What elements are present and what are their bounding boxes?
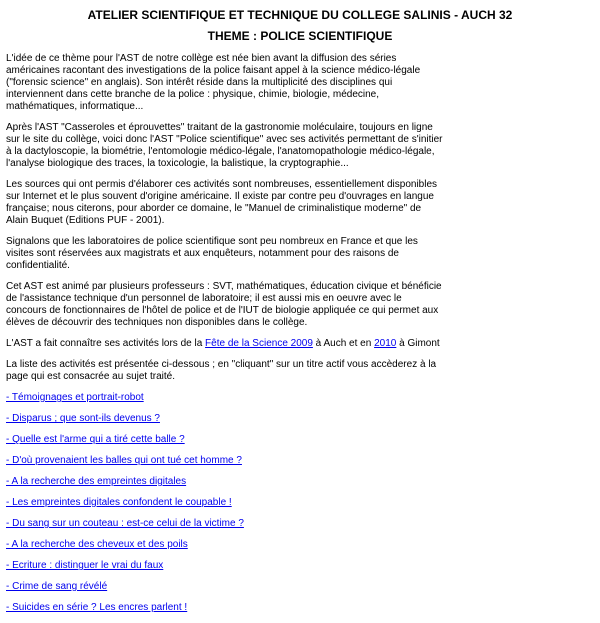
list-item <box>6 455 444 467</box>
list-item <box>6 539 444 551</box>
activity-link[interactable]: - Les empreintes digitales confondent le coupable ! <box>6 497 232 508</box>
list-item <box>6 497 444 509</box>
intro-paragraph-5: Cet AST est animé par plusieurs professeurs : SVT, mathématiques, éducation civique et bénéficie de l'assistance technique d'un personnel de laboratoire; il est aussi mis en oeuvre avec le concours de fonctionnaires de l'hôtel de police et de l'IUT de biologie appliquée ce qui permet aux élèves de découvrir des techniques non disponibles dans le collège. <box>6 281 442 328</box>
activity-link[interactable]: - A la recherche des cheveux et des poils <box>6 539 188 550</box>
intro-paragraph-6 <box>6 338 444 350</box>
activity-link[interactable]: - Témoignages et portrait-robot <box>6 392 144 403</box>
activity-link[interactable]: - Du sang sur un couteau : est-ce celui de la victime ? <box>6 518 244 529</box>
intro-paragraph-3: Les sources qui ont permis d'élaborer ces activités sont nombreuses, essentiellement disponibles sur Internet et le plus souvent d'origine américaine. Il existe par contre peu d'ouvrages en langue française; nous citerons, pour aborder ce domaine, le "Manuel de criminalistique moderne" de Alain Buquet (Editions PUF - 2001). <box>6 179 438 226</box>
paragraph-6-text-start: L'AST a fait connaître ses activités lors de la <box>6 338 206 349</box>
list-item <box>6 476 444 488</box>
list-item <box>6 434 444 446</box>
activity-link[interactable]: - Quelle est l'arme qui a tiré cette balle ? <box>6 434 185 445</box>
list-item <box>6 602 444 614</box>
list-item <box>6 413 444 425</box>
activities-list <box>6 392 444 614</box>
activity-link[interactable]: - Ecriture : distinguer le vrai du faux <box>6 560 164 571</box>
activity-link[interactable]: - A la recherche des empreintes digitales <box>6 476 187 487</box>
activity-link[interactable]: - Disparus ; que sont-ils devenus ? <box>6 413 160 424</box>
activity-link[interactable]: - D'où provenaient les balles qui ont tué cet homme ? <box>6 455 242 466</box>
paragraph-6-text-end: à Gimont <box>396 338 440 349</box>
activity-link[interactable]: - Suicides en série ? Les encres parlent ! <box>6 602 188 613</box>
activity-link[interactable]: - Crime de sang révélé <box>6 581 108 592</box>
intro-paragraph-2: Après l'AST "Casseroles et éprouvettes" traitant de la gastronomie moléculaire, toujours en ligne sur le site du collège, voici donc l'AST "Police scientifique" avec ses activités permettant de s'initier à la dactyloscopie, la biométrie, l'entomologie médico-légale, l'anatomopathologie médico-légale, l'analyse biologique des traces, la toxicologie, la balistique, la cryptographie... <box>6 122 443 169</box>
intro-paragraph-4: Signalons que les laboratoires de police scientifique sont peu nombreux en France et que les visites sont réservées aux magistrats et aux enquêteurs, notamment pour des raisons de confidentialité. <box>6 236 418 271</box>
list-item <box>6 560 444 572</box>
intro-paragraph-7: La liste des activités est présentée ci-dessous ; en "cliquant" sur un titre actif vous accèderez à la page qui est consacrée au sujet traité. <box>6 359 437 382</box>
list-item <box>6 581 444 593</box>
fete-science-2009-link[interactable]: Fête de la Science 2009 <box>205 338 313 349</box>
list-item <box>6 392 444 404</box>
main-content <box>6 53 444 623</box>
page-title: ATELIER SCIENTIFIQUE ET TECHNIQUE DU COLLEGE SALINIS - AUCH 32 <box>87 8 513 22</box>
year-2010-link[interactable]: 2010 <box>374 338 397 349</box>
list-item <box>6 518 444 530</box>
intro-paragraph-1: L'idée de ce thème pour l'AST de notre collège est née bien avant la diffusion des séries américaines racontant des investigations de la police faisant appel à la science médico-légale ("forensic science" en anglais). Son intérêt réside dans la multiplicité des disciplines qui interviennent dans cette branche de la police : physique, chimie, biologie, médecine, mathématiques, informatique... <box>6 53 421 112</box>
page-subtitle: THEME : POLICE SCIENTIFIQUE <box>207 29 393 43</box>
paragraph-6-text-middle: à Auch et en <box>312 338 375 349</box>
